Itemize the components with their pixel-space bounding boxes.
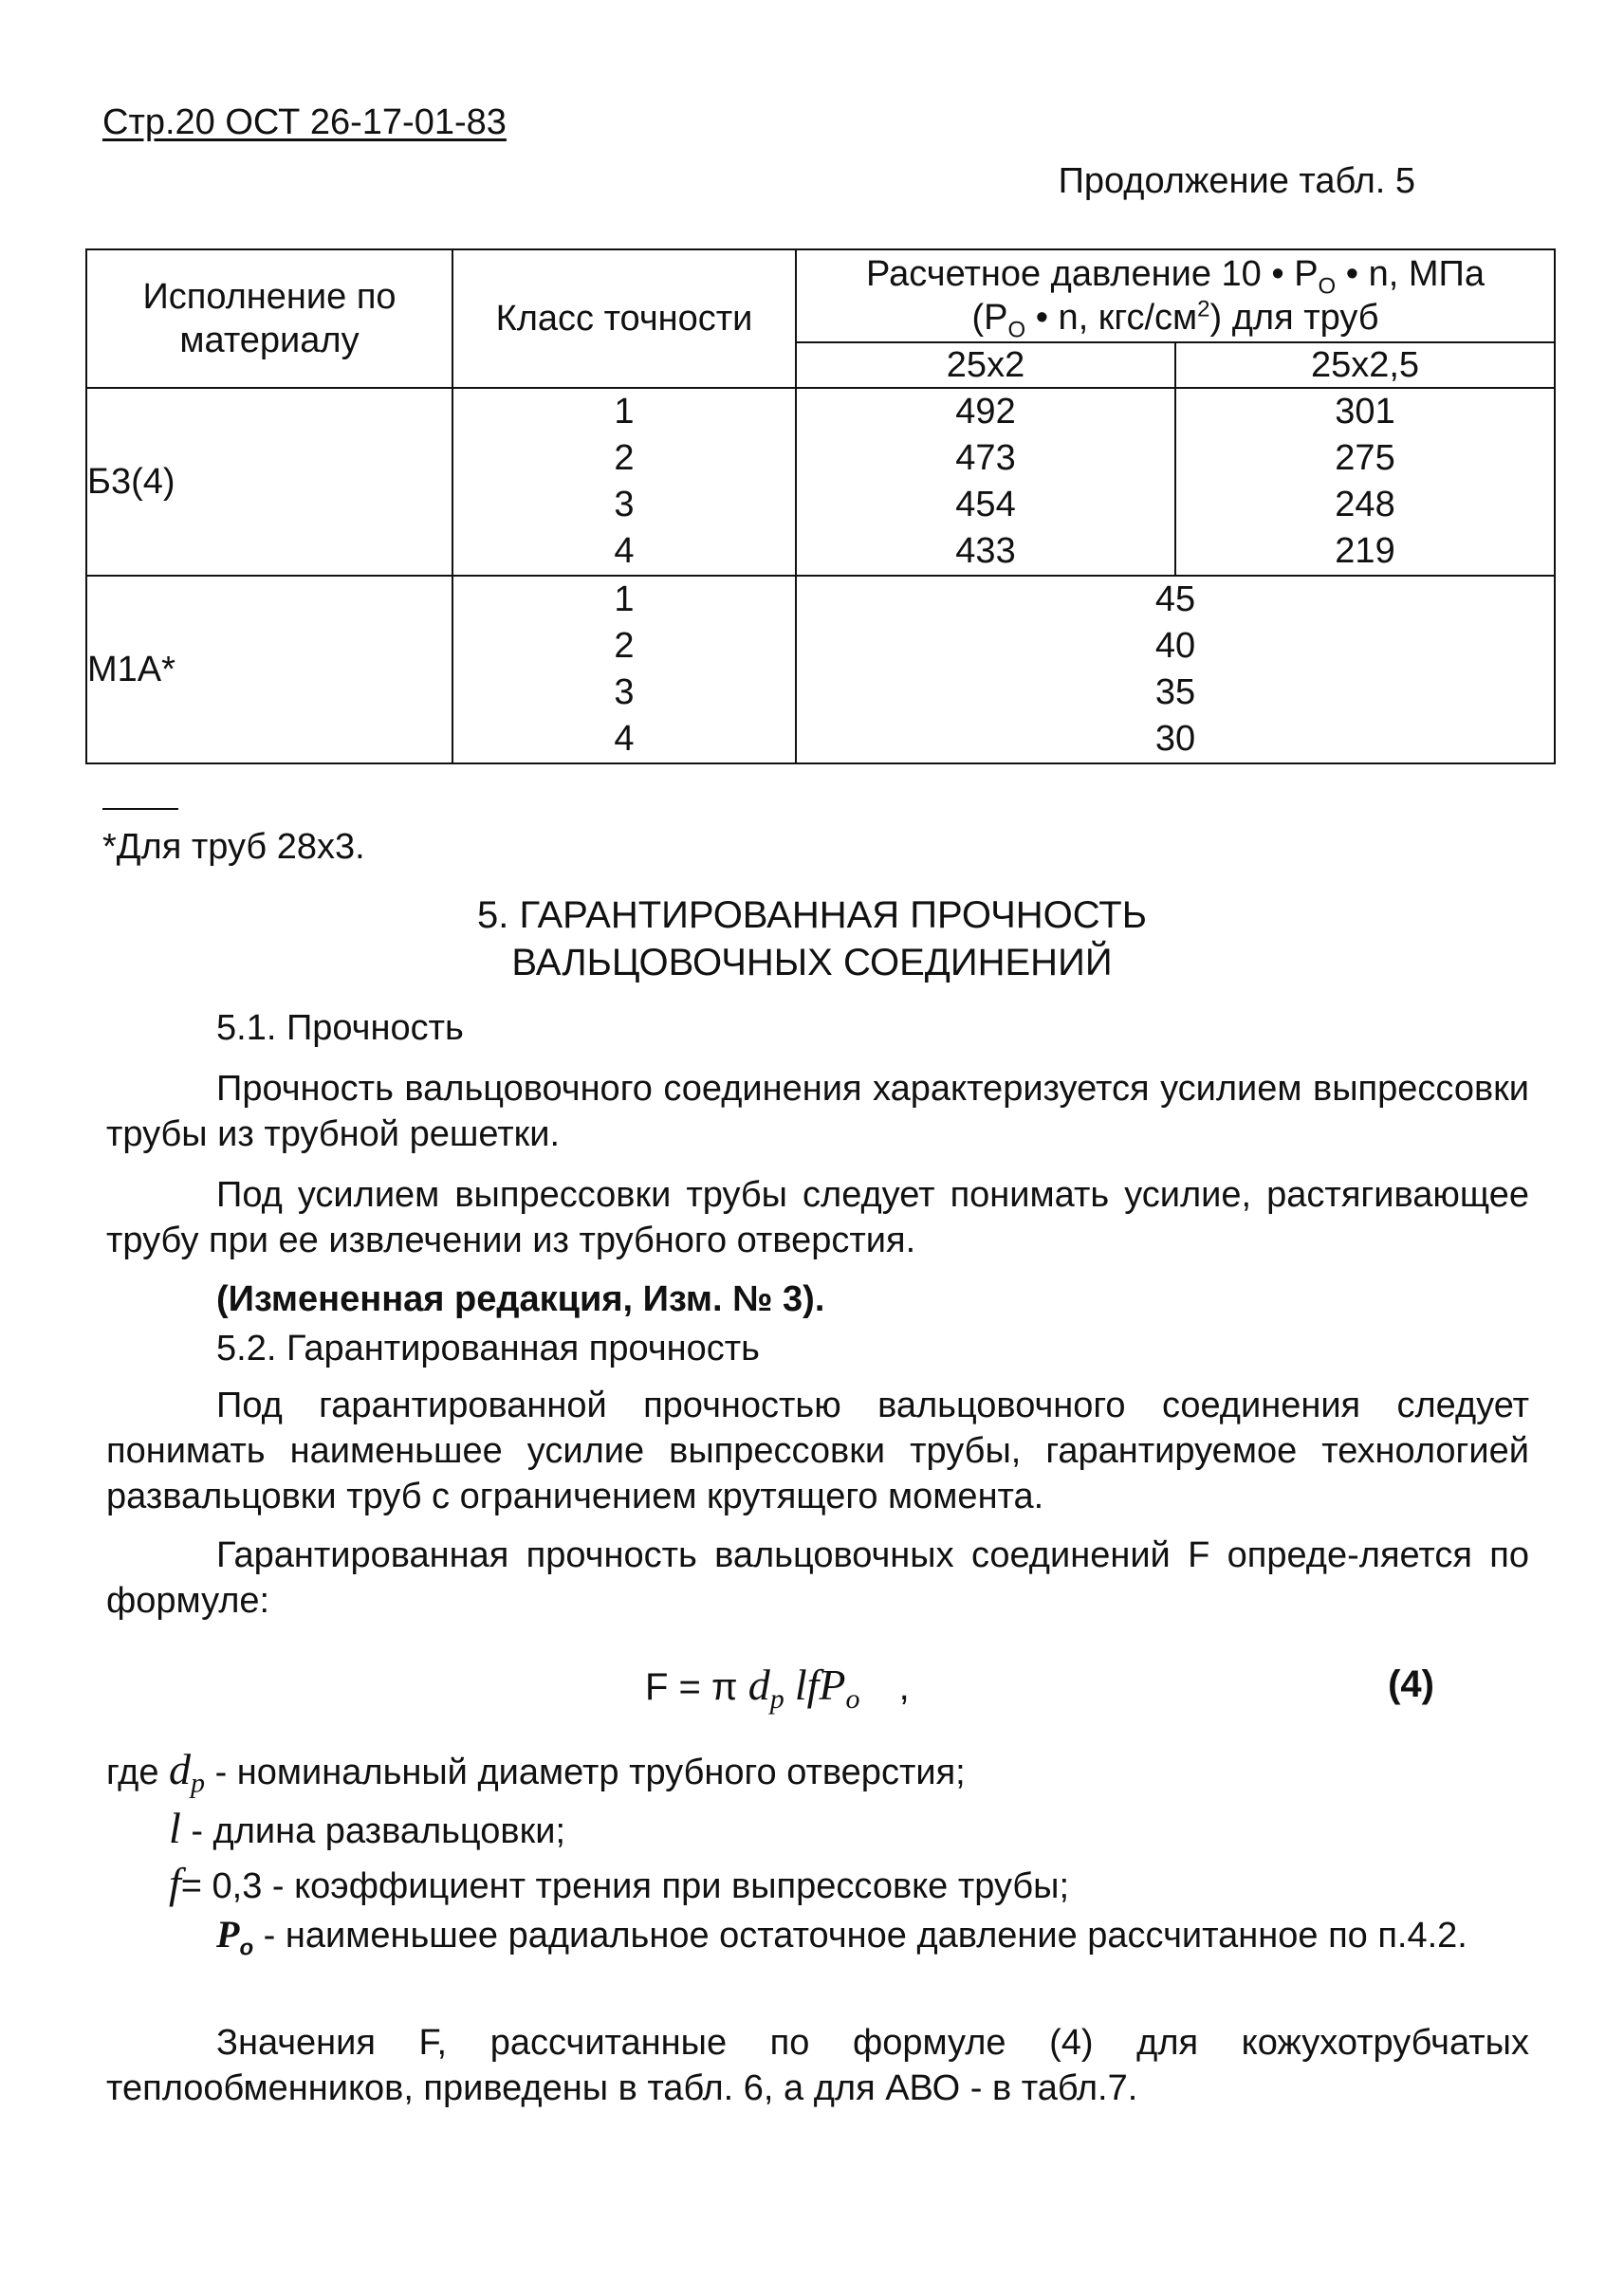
footnote-text: *Для труб 28х3. xyxy=(102,827,365,867)
paragraph-4: Под гарантированной прочностью вальцовочного соединения следует понимать наименьшее усилие выпрессовки трубы, гарантируемое технологией развальцовки труб с ограничением крутящего момента. xyxy=(106,1386,1529,1516)
footnote-rule xyxy=(102,808,178,810)
header-class: Класс точности xyxy=(452,249,796,388)
class-cell: 1 2 3 4 xyxy=(452,576,796,763)
header-tube-25x25: 25x2,5 xyxy=(1175,342,1555,388)
class-cell: 1 2 3 4 xyxy=(452,388,796,576)
paragraph-1: Прочность вальцовочного соединения характеризуется усилием выпрессовки трубы из трубной решетки. xyxy=(106,1069,1529,1154)
paragraph-6: Значения F, рассчитанные по формуле (4) для кожухотрубчатых теплообменников, приведены в табл. 6, а для АВО - в табл.7. xyxy=(106,2023,1529,2108)
value-cell-merged: 45 40 35 30 xyxy=(796,576,1555,763)
subsection-5-2: 5.2. Гарантированная прочность xyxy=(216,1329,760,1368)
page-header: Стр.20 ОСТ 26-17-01-83 xyxy=(102,102,507,142)
header-pressure: Расчетное давление 10 • $P_O$ • n, МПа ($P_O$ • n, кгс/$см^2$) для труб xyxy=(796,249,1555,342)
definition-l: l - длина развальцовки; xyxy=(169,1804,566,1852)
value-cell-25x2: 492 473 454 433 xyxy=(796,388,1175,576)
paragraph-2: Под усилием выпрессовки трубы следует понимать усилие, растягивающее трубу при ее извлечении из трубного отверстия. xyxy=(106,1175,1529,1260)
table-row xyxy=(86,576,1555,763)
formula: F = π $d_p$ lfP$_o$ , xyxy=(645,1661,910,1715)
section-title: 5. ГАРАНТИРОВАННАЯ ПРОЧНОСТЬ ВАЛЬЦОВОЧНЫХ СОЕДИНЕНИЙ xyxy=(477,894,1147,983)
value-cell-25x25: 301 275 248 219 xyxy=(1175,388,1555,576)
equation-number: (4) xyxy=(1388,1663,1434,1705)
amendment-note: (Измененная редакция, Изм. № 3). xyxy=(216,1279,825,1319)
material-cell: М1А* xyxy=(86,576,452,763)
definition-po: $P_o$ - наименьшее радиальное остаточное давление рассчитанное по п.4.2. xyxy=(216,1913,1467,1961)
subsection-5-1: 5.1. Прочность xyxy=(216,1008,464,1048)
header-material: Исполнение по материалу xyxy=(86,249,452,388)
paragraph-5: Гарантированная прочность вальцовочных соединений F опреде-ляется по формуле: xyxy=(106,1535,1529,1621)
definition-dp: где $d_p$ - номинальный диаметр трубного отверстия; xyxy=(106,1745,966,1799)
material-cell: Б3(4) xyxy=(86,388,452,576)
definition-f: f= 0,3 - коэффициент трения при выпрессовке трубы; xyxy=(169,1859,1070,1907)
table-row xyxy=(86,388,1555,576)
pressure-table xyxy=(85,248,1556,764)
header-tube-25x2: 25x2 xyxy=(796,342,1175,388)
table-continuation-label: Продолжение табл. 5 xyxy=(1058,161,1415,201)
